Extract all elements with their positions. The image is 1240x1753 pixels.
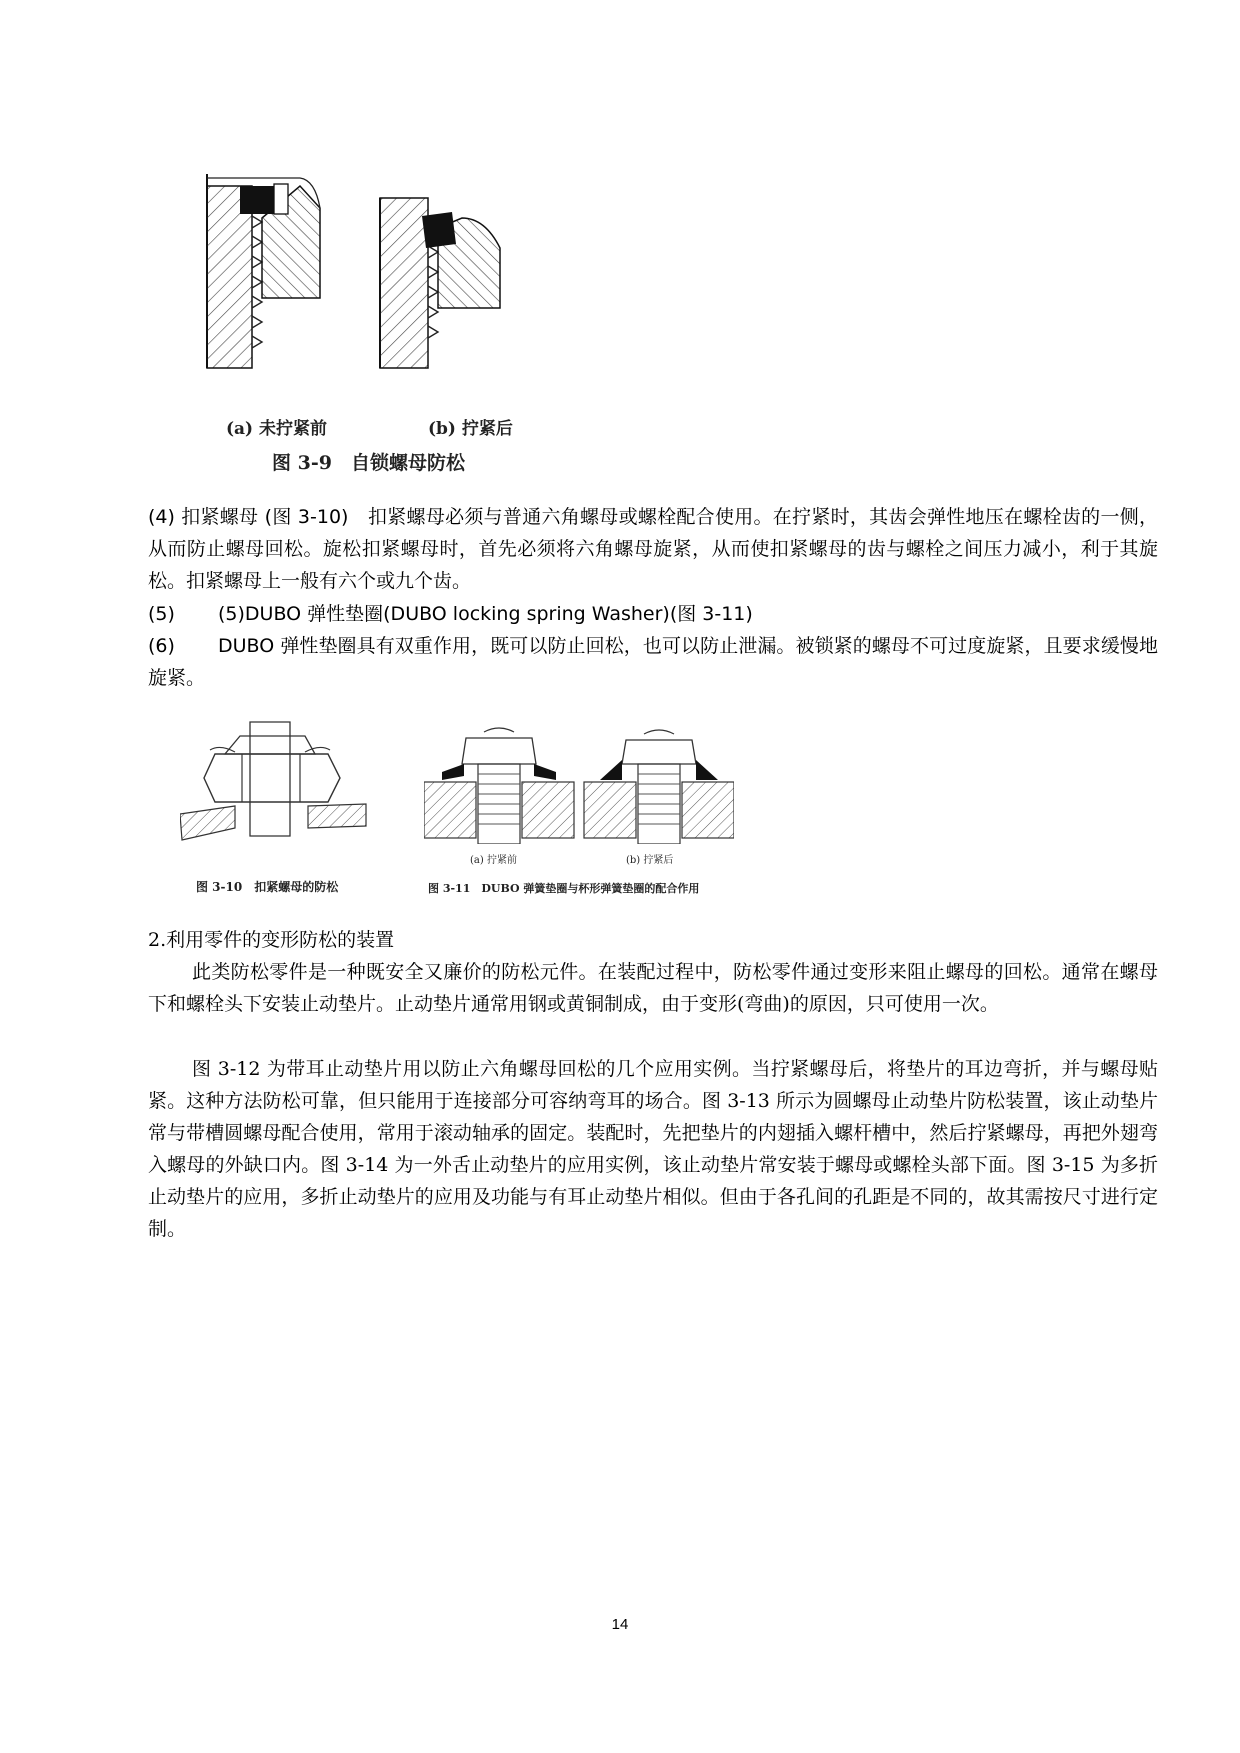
figure-3-11-caption: 图 3-11 DUBO 弹簧垫圈与杯形弹簧垫圈的配合作用: [428, 882, 700, 895]
figure-3-9-caption: 图 3-9 自锁螺母防松: [272, 452, 465, 474]
figure-3-9-label-a: (a) 未拧紧前: [226, 419, 328, 439]
figure-3-9-label-b: (b) 拧紧后: [428, 419, 513, 439]
self-locking-nut-diagram: [200, 168, 570, 378]
page-number: 14: [611, 1616, 629, 1633]
figure-3-10-caption: 图 3-10 扣紧螺母的防松: [196, 880, 339, 894]
section-2-paragraph-1: 此类防松零件是一种既安全又廉价的防松元件。在装配过程中，防松零件通过变形来阻止螺母的回松。通常在螺母下和螺栓头下安装止动垫片。止动垫片通常用钢或黄铜制成，由于变形(弯曲)的原因，只可使用一次。: [148, 961, 1158, 1015]
figure-3-10: [180, 716, 370, 856]
list-item-6-number: (6): [148, 635, 175, 657]
section-2-paragraph-2: 图 3-12 为带耳止动垫片用以防止六角螺母回松的几个应用实例。当拧紧螺母后，将垫片的耳边弯折，并与螺母贴紧。这种方法防松可靠，但只能用于连接部分可容纳弯耳的场合。图 3-13 所示为圆螺母止动垫片防松装置，该止动垫片常与带槽圆螺母配合使用，常用于滚动轴承的固定。装配时，先把垫片的内翅插入螺杆槽中，然后拧紧螺母，再把外翅弯入螺母的外缺口内。图 3-14 为一外舌止动垫片的应用实例，该止动垫片常安装于螺母或螺栓头部下面。图 3-15 为多折止动垫片的应用，多折止动垫片的应用及功能与有耳止动垫片相似。但由于各孔间的孔距是不同的，故其需按尺寸进行定制。: [148, 1058, 1158, 1240]
section-2-heading: 2.利用零件的变形防松的装置: [148, 929, 395, 951]
figure-3-9: [200, 168, 570, 378]
figure-3-11-label-b: (b) 拧紧后: [626, 855, 674, 866]
list-item-5-number: (5): [148, 603, 175, 625]
lock-nut-diagram: [180, 716, 370, 856]
paragraph-4-lock-nut: (4) 扣紧螺母 (图 3-10) 扣紧螺母必须与普通六角螺母或螺栓配合使用。在拧紧时，其齿会弹性地压在螺栓齿的一侧，从而防止螺母回松。旋松扣紧螺母时，首先必须将六角螺母旋紧，从而使扣紧螺母的齿与螺栓之间压力减小，利于其旋松。扣紧螺母上一般有六个或九个齿。: [148, 506, 1158, 592]
list-item-6: [148, 630, 1158, 694]
dubo-washer-diagram: [424, 724, 734, 844]
list-item-6-text: DUBO 弹性垫圈具有双重作用，既可以防止回松，也可以防止泄漏。被锁紧的螺母不可过度旋紧，且要求缓慢地旋紧。: [148, 635, 1158, 689]
figure-3-11-label-a: (a) 拧紧前: [470, 855, 517, 866]
list-item-5: [148, 598, 1158, 630]
figure-3-11: [424, 724, 734, 844]
list-item-5-text: (5)DUBO 弹性垫圈(DUBO locking spring Washer)(图 3-11): [218, 603, 753, 625]
